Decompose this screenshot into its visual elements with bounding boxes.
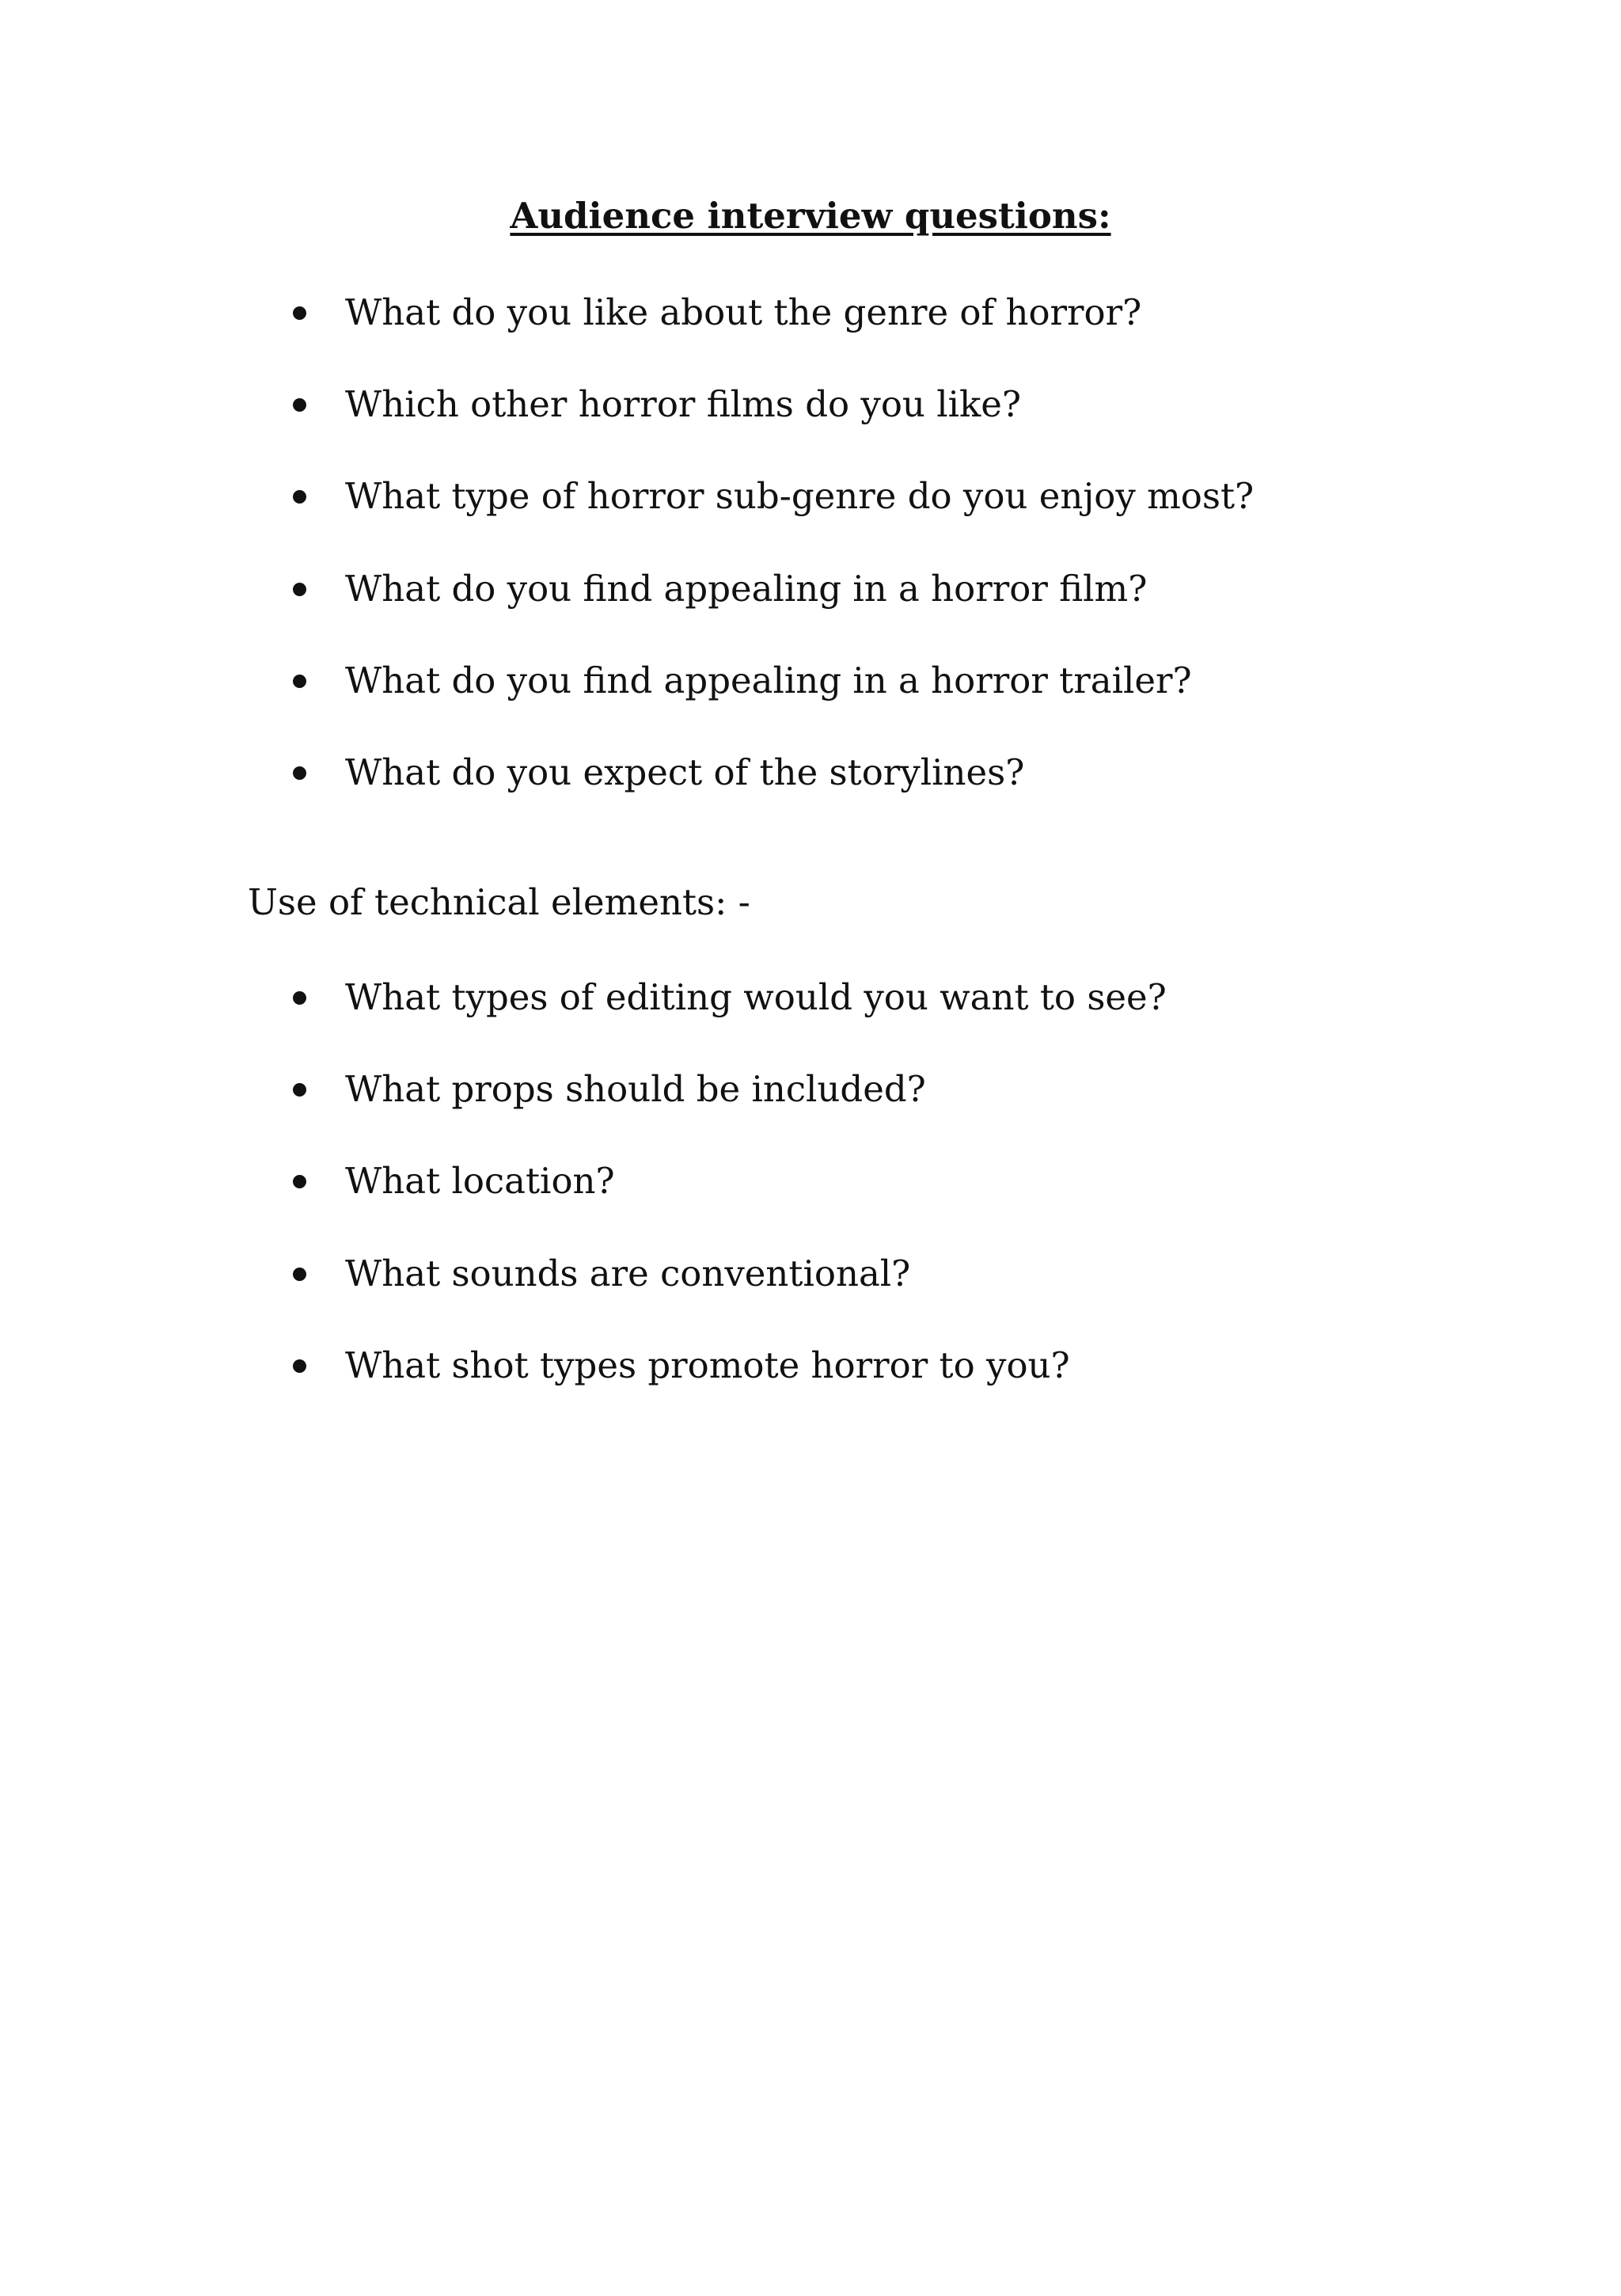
bullet-icon <box>293 583 306 596</box>
technical-elements-heading: Use of technical elements: - <box>248 881 750 923</box>
technical-question-text: What shot types promote horror to you? <box>345 1344 1070 1386</box>
technical-question-text: What types of editing would you want to see? <box>345 976 1167 1018</box>
bullet-icon <box>293 398 306 412</box>
document-title: Audience interview questions: <box>510 195 1111 237</box>
bullet-icon <box>293 675 306 688</box>
technical-question-text: What props should be included? <box>345 1068 926 1110</box>
bullet-icon <box>293 766 306 780</box>
bullet-icon <box>293 1359 306 1373</box>
question-text: Which other horror films do you like? <box>345 383 1022 425</box>
bullet-icon <box>293 306 306 320</box>
technical-question-text: What location? <box>345 1160 615 1202</box>
bullet-icon <box>293 1268 306 1281</box>
question-text: What do you find appealing in a horror film? <box>345 568 1148 610</box>
question-text: What do you like about the genre of horror? <box>345 291 1142 333</box>
question-text: What do you expect of the storylines? <box>345 751 1025 793</box>
technical-question-text: What sounds are conventional? <box>345 1253 911 1294</box>
bullet-icon <box>293 490 306 504</box>
bullet-icon <box>293 991 306 1005</box>
question-text: What type of horror sub-genre do you enjoy most? <box>345 475 1255 517</box>
bullet-icon <box>293 1175 306 1188</box>
bullet-icon <box>293 1083 306 1097</box>
question-text: What do you find appealing in a horror trailer? <box>345 660 1192 701</box>
